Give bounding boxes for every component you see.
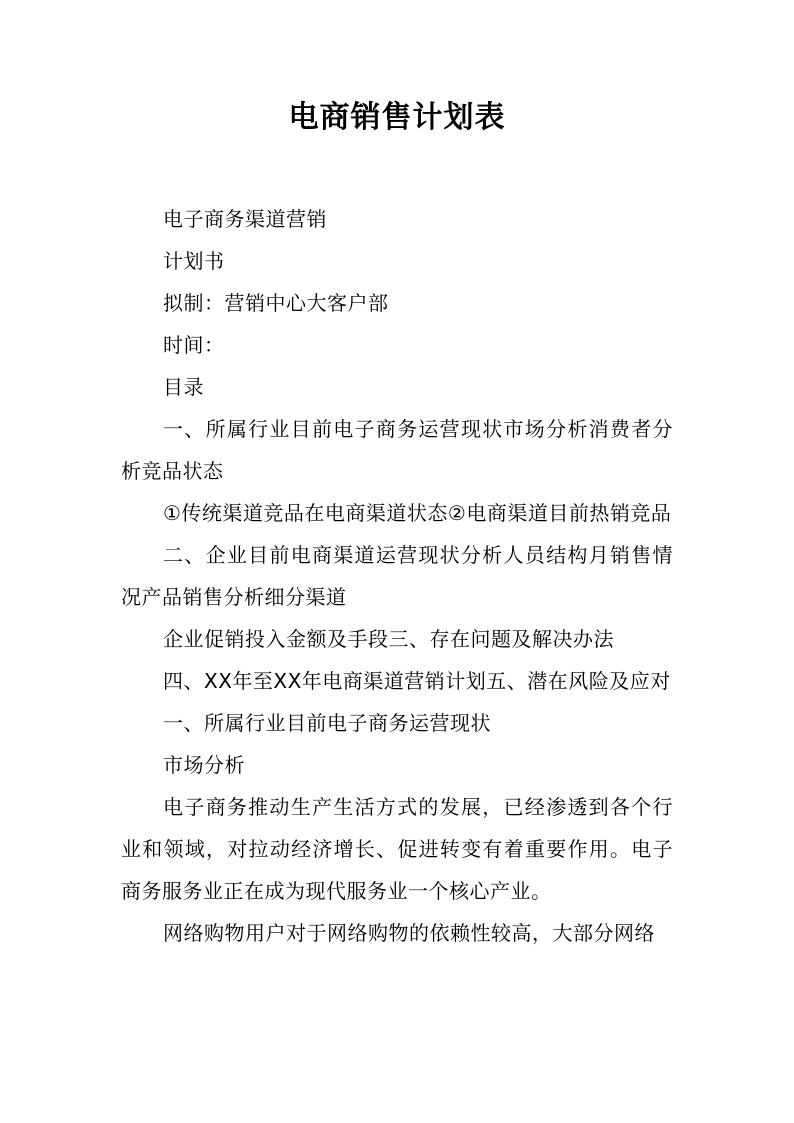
subheading-market-analysis: 市场分析 [163, 753, 245, 777]
section-heading-1: 一、所属行业目前电子商务运营现状 [163, 711, 491, 735]
paragraph-online-shopping: 网络购物用户对于网络购物的依赖性较高，大部分网络 [163, 921, 655, 945]
paragraph-time: 时间： [163, 333, 225, 357]
paragraph-plan-book: 计划书 [163, 249, 225, 273]
paragraph-drafted-by: 拟制：营销中心大客户部 [163, 291, 389, 315]
toc-item-2-3: 企业促销投入金额及手段三、存在问题及解决办法 [163, 627, 614, 651]
toc-item-2: 二、企业目前电商渠道运营现状分析人员结构月销售情况产品销售分析细分渠道 [121, 543, 673, 609]
document-body [121, 198, 673, 954]
paragraph-channel-marketing: 电子商务渠道营销 [163, 207, 327, 231]
toc-item-1: 一、所属行业目前电子商务运营现状市场分析消费者分析竞品状态 [121, 417, 673, 483]
toc-item-1-sub: ①传统渠道竞品在电商渠道状态②电商渠道目前热销竞品 [163, 501, 672, 525]
paragraph-contents-heading: 目录 [163, 375, 204, 399]
paragraph-ecommerce-development: 电子商务推动生产生活方式的发展，已经渗透到各个行业和领域，对拉动经济增长、促进转变有着重要作用。电子商务服务业正在成为现代服务业一个核心产业。 [121, 795, 673, 903]
document-title: 电商销售计划表 [288, 100, 506, 135]
toc-item-4-5: 四、XX年至XX年电商渠道营销计划五、潜在风险及应对 [163, 669, 671, 693]
